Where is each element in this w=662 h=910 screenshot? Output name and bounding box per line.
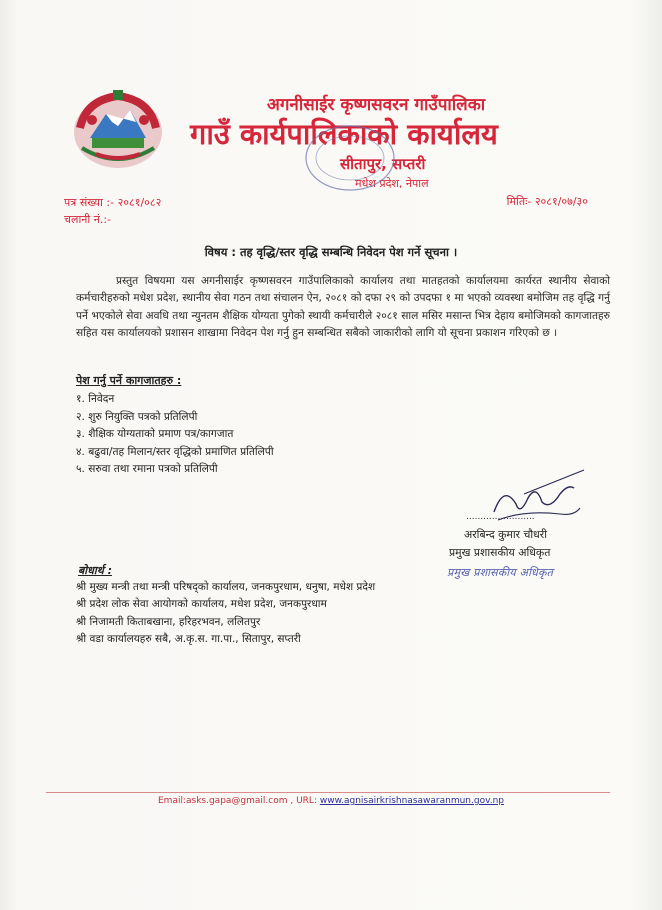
office-seal-stamp bbox=[300, 118, 400, 198]
letter-number: पत्र संख्या :- २०८१/०८२ bbox=[64, 196, 162, 209]
list-item: १. निवेदन bbox=[76, 393, 115, 405]
office-location: सीतापुर, सप्तरी bbox=[340, 155, 426, 173]
letter-date: मितिः- २०८१/०७/३० bbox=[506, 195, 588, 208]
body-paragraph: प्रस्तुत विषयमा यस अगनीसाईर कृष्णसवरन गाउँपालिकाको कार्यालय तथा मातहतको कार्यालयमा कार्यरत स्थानीय सेवाको कर्मचारीहरुको मधेश प्रदेश, स्थानीय सेवा गठन तथा संचालन ऐन, २०८१ को दफा २९ को उपदफा १ मा भएको व्यवस्था बमोजिम तह वृद्धि गर्नु पर्ने भएकोले सेवा अवधि तथा न्युनतम शैक्षिक योग्यता पुगेको स्थायी कर्मचारीले २०८१ साल मसिर मसान्त भित्र देहाय बमोजिमको कागजातहरु सहित यस कार्यालयको प्रशासन शाखामा निवेदन पेश गर्नु हुन सम्बन्धित सबैको जाकारीको लागि यो सूचना प्रकाशन गरिएको छ । bbox=[76, 275, 610, 340]
footer bbox=[0, 796, 662, 806]
footer-divider bbox=[46, 792, 610, 793]
list-item: श्री मुख्य मन्त्री तथा मन्त्री परिषद्को कार्यालय, जनकपुरधाम, धनुषा, मधेश प्रदेश bbox=[76, 581, 376, 593]
letter-subject: विषय : तह वृद्धि/स्तर वृद्धि सम्बन्धि निवेदन पेश गर्ने सूचना । bbox=[204, 245, 458, 259]
list-item: २. शुरु नियुक्ति पत्रको प्रतिलिपी bbox=[76, 410, 198, 423]
designation-stamp: प्रमुख प्रशासकीय अधिकृत bbox=[447, 566, 554, 579]
copies-list bbox=[76, 579, 375, 648]
letter-body bbox=[76, 273, 610, 343]
documents-list bbox=[76, 391, 274, 479]
copies-heading: बोधार्थ : bbox=[78, 564, 113, 577]
documents-heading: पेश गर्नु पर्ने कागजातहरु : bbox=[76, 374, 182, 387]
signatory-title: प्रमुख प्रशासकीय अधिकृत bbox=[449, 546, 551, 559]
list-item: श्री प्रदेश लोक सेवा आयोगको कार्यालय, मधेश प्रदेश, जनकपुरधाम bbox=[76, 598, 327, 611]
list-item: श्री निजामती किताबखाना, हरिहरभवन, ललितपुर bbox=[76, 615, 261, 628]
list-item: ३. शैक्षिक योग्यताको प्रमाण पत्र/कागजात bbox=[76, 428, 234, 441]
list-item: ५. सरुवा तथा रमाना पत्रको प्रतिलिपी bbox=[76, 463, 218, 476]
footer-email: Email:asks.gapa@gmail.com , URL: bbox=[158, 796, 320, 806]
footer-url-link[interactable]: www.agnisairkrishnasawaranmun.gov.np bbox=[319, 796, 504, 806]
municipality-name: अगनीसाईर कृष्णसवरन गाउँपालिका bbox=[266, 95, 486, 115]
signatory-name: अरबिन्द कुमार चौधरी bbox=[464, 528, 548, 541]
signature-line: ........................ bbox=[466, 512, 535, 522]
office-province: मधेश प्रदेश, नेपाल bbox=[355, 177, 429, 190]
dispatch-number: चलानी नं.:- bbox=[64, 213, 112, 226]
list-item: ४. बढुवा/तह मिलान/स्तर वृद्धिको प्रमाणित प्रतिलिपी bbox=[76, 445, 274, 458]
handwritten-signature bbox=[464, 464, 604, 534]
reference-block bbox=[64, 194, 161, 228]
list-item: श्री वडा कार्यालयहरु सबै, अ.कृ.स. गा.पा., सितापुर, सप्तरी bbox=[76, 632, 301, 645]
office-title: गाउँ कार्यपालिकाको कार्यालय bbox=[190, 117, 498, 151]
